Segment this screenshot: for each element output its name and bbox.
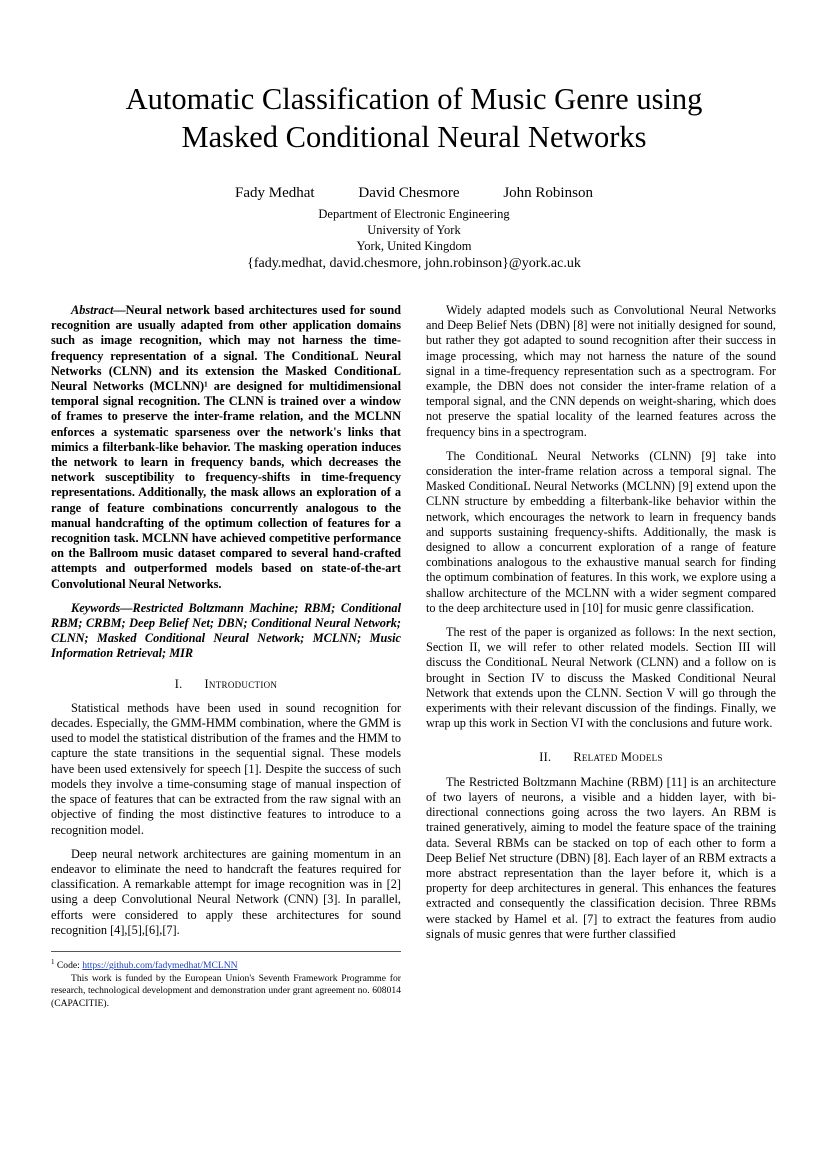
affiliation-block <box>0 206 828 274</box>
paragraph: The rest of the paper is organized as follows: In the next section, Section II, we will refer to other related models. Section III will discuss the ConditionaL Neural Network (CLNN) and a follow on is brought in Section IV to discuss the Masked Conditional Neural Network that extends upon the CLNN. Section V will go through the experiments with their relevant discussion of the findings. Finally, we wrap up this work in Section VI with the conclusions and future work. <box>426 625 776 731</box>
paragraph: Statistical methods have been used in sound recognition for decades. Especially, the GMM-HMM combination, where the GMM is used to model the statistical distribution of the frames and the HMM to capture the state transitions in the sequential signal. These models have been used extensively for speech [1]. Despite the success of such models they involve a time-consuming stage of manual inspection of the space of features that can be extracted from the raw signal with an objective of finding the most distinctive features to introduce to a recognition model. <box>51 700 401 837</box>
author-emails: {fady.medhat, david.chesmore, john.robinson}@york.ac.uk <box>247 256 581 271</box>
section-title: Related Models <box>573 750 663 765</box>
author-name: Fady Medhat <box>235 185 315 201</box>
title-line-1: Automatic Classification of Music Genre using <box>125 82 703 116</box>
footnote-mark: 1 <box>51 958 55 966</box>
author-name: John Robinson <box>503 185 593 201</box>
code-link[interactable]: https://github.com/fadymedhat/MCLNN <box>82 960 238 972</box>
section-heading-related-models <box>426 750 776 765</box>
affiliation-department: Department of Electronic Engineering <box>318 207 510 221</box>
title-line-2: Masked Conditional Neural Networks <box>181 120 647 154</box>
paragraph: The Restricted Boltzmann Machine (RBM) [11] is an architecture of two layers of neurons, a visible and a hidden layer, with bi-directional connections going across the two layers. An RBM is trained generatively, aiming to model the feature space of the training data. Several RBMs can be stacked on top of each other to form a Deep Belief Net structure (DBN) [8]. Each layer of an RBM extracts a more abstract representation than the layer before it, which is a property for deep architectures in general. This enhances the features extracted and consequently the classification decision. Three RBMs were stacked by Hamel et al. [7] to extract the features from audio signals of music genres that were further classified <box>426 774 776 941</box>
abstract-lead: Abstract— <box>71 303 126 317</box>
author-name: David Chesmore <box>358 185 460 201</box>
keywords-lead: Keywords— <box>71 600 133 615</box>
funding-footnote: This work is funded by the European Union's Seventh Framework Programme for research, technological development and demonstration under grant agreement no. 608014 (CAPACITIE). <box>51 972 401 1009</box>
footnotes <box>51 951 401 1010</box>
paragraph: Widely adapted models such as Convolutional Neural Networks and Deep Belief Nets (DBN) [8] were not initially designed for sound, but rather they got adapted to sound recognition after their success in image processing, which may not harness the nature of the sound signal in a time-frequency representation such as a spectrogram. For example, the DBN does not consider the inter-frame relation of a temporal signal, and the CNN depends on weight-sharing, which does not preserve the spatial locality of the learned features across the frequency bins in a spectrogram. <box>426 303 776 439</box>
left-column <box>51 303 401 947</box>
affiliation-location: York, United Kingdom <box>356 239 472 253</box>
section-number: I. <box>174 676 183 691</box>
affiliation-university: University of York <box>367 223 461 237</box>
section-number: II. <box>539 750 552 765</box>
paragraph: Deep neural network architectures are gaining momentum in an endeavor to eliminate the need to handcraft the features required for classification. A remarkable attempt for image recognition was in [2] using a deep Convolutional Neural Network (CNN) [3]. In parallel, efforts were considered to apply these architectures for sound recognition [4],[5],[6],[7]. <box>51 846 401 937</box>
right-column <box>426 303 776 951</box>
code-footnote <box>51 956 401 973</box>
keywords <box>51 601 401 662</box>
section-heading-introduction <box>51 677 401 692</box>
paper-title <box>40 80 788 156</box>
keywords-text: Restricted Boltzmann Machine; RBM; Conditional RBM; CRBM; Deep Belief Net; DBN; Conditional Neural Network; CLNN; Masked Conditional Neural Network; MCLNN; Music Information Retrieval; MIR <box>51 600 401 661</box>
abstract <box>51 303 401 592</box>
section-title: Introduction <box>204 676 278 691</box>
author-list <box>0 185 828 202</box>
paragraph: The ConditionaL Neural Networks (CLNN) [9] take into consideration the inter-frame relation across a temporal signal. The Masked ConditionaL Neural Networks (MCLNN) [9] extend upon the CLNN structure by embedding a filterbank-like behavior within the network, which encourages the network to learn in frequency bands and supports sustaining frequency-shifts. Additionally, the mask is designed to allow a concurrent exploration of a range of feature combinations analogous to the exhaustive manual search for finding the optimum combination of features. In this work, we explore using a shallow architecture of the MCLNN with a wider segment compared to the deep architecture used in [10] for music genre classification. <box>426 448 776 615</box>
code-label: Code: <box>56 960 83 972</box>
abstract-text: Neural network based architectures used for sound recognition are usually adapted from other application domains such as image recognition, which may not harness the time-frequency representation of a signal. The ConditionaL Neural Networks (CLNN) and its extension the Masked ConditionaL Neural Networks (MCLNN)¹ are designed for multidimensional temporal signal recognition. The CLNN is trained over a window of frames to preserve the inter-frame relation, and the MCLNN enforces a systematic sparseness over the network's links that mimics a filterbank-like behavior. The masking operation induces the network to learn in frequency bands, which decreases the network susceptibility to frequency-shifts in time-frequency representations. Additionally, the mask allows an exploration of a range of feature combinations concurrently analogous to the manual handcrafting of the optimum collection of features for a recognition task. MCLNN have achieved competitive performance on the Ballroom music dataset compared to several hand-crafted attempts and outperformed models based on state-of-the-art Convolutional Neural Networks. <box>51 303 401 591</box>
